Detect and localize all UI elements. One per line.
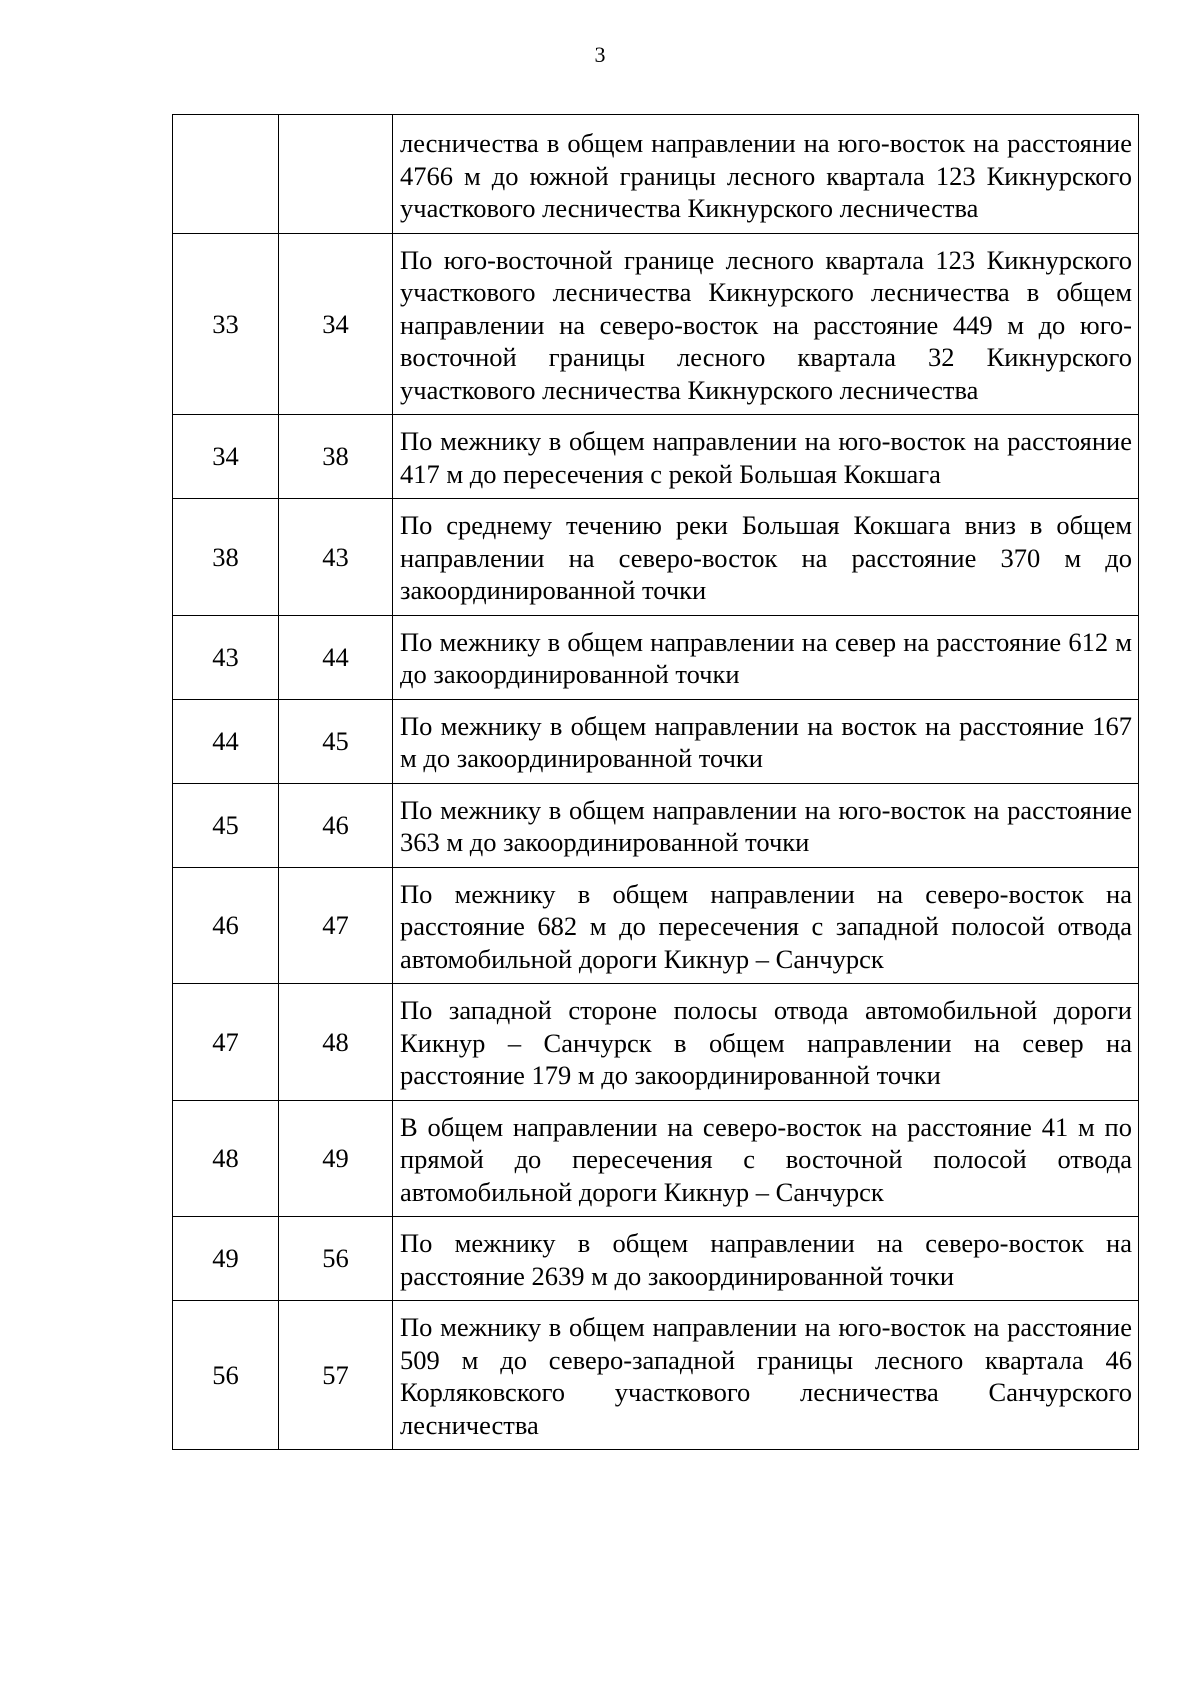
- table-row: [173, 1217, 1139, 1301]
- table-row: [173, 984, 1139, 1101]
- to-point-cell: 48: [279, 984, 393, 1101]
- to-point-cell: 44: [279, 615, 393, 699]
- from-point-cell: 43: [173, 615, 279, 699]
- boundary-description-cell: По среднему течению реки Большая Кокшага вниз в общем направлении на северо-восток на расстояние 370 м до закоординированной точки: [393, 499, 1139, 616]
- table-row: [173, 499, 1139, 616]
- to-point-cell: 45: [279, 699, 393, 783]
- boundary-description-cell: По межнику в общем направлении на юго-восток на расстояние 509 м до северо-западной границы лесного квартала 46 Корляковского участкового лесничества Санчурского лесничества: [393, 1301, 1139, 1450]
- table-row: [173, 1100, 1139, 1217]
- table-row: [173, 615, 1139, 699]
- to-point-cell: [279, 115, 393, 234]
- table-row: [173, 115, 1139, 234]
- to-point-cell: 56: [279, 1217, 393, 1301]
- from-point-cell: 47: [173, 984, 279, 1101]
- from-point-cell: 44: [173, 699, 279, 783]
- boundary-description-cell: По межнику в общем направлении на юго-восток на расстояние 363 м до закоординированной точки: [393, 783, 1139, 867]
- page-number: 3: [594, 42, 606, 67]
- table-row: [173, 699, 1139, 783]
- from-point-cell: 38: [173, 499, 279, 616]
- to-point-cell: 49: [279, 1100, 393, 1217]
- to-point-cell: 57: [279, 1301, 393, 1450]
- to-point-cell: 34: [279, 233, 393, 415]
- boundary-description-cell: лесничества в общем направлении на юго-восток на расстояние 4766 м до южной границы лесного квартала 123 Кикнурского участкового лесничества Кикнурского лесничества: [393, 115, 1139, 234]
- from-point-cell: 56: [173, 1301, 279, 1450]
- from-point-cell: 48: [173, 1100, 279, 1217]
- boundary-description-cell: По межнику в общем направлении на восток на расстояние 167 м до закоординированной точки: [393, 699, 1139, 783]
- from-point-cell: 34: [173, 415, 279, 499]
- table-row: [173, 867, 1139, 984]
- to-point-cell: 38: [279, 415, 393, 499]
- table-row: [173, 783, 1139, 867]
- table-row: [173, 415, 1139, 499]
- to-point-cell: 47: [279, 867, 393, 984]
- boundary-description-cell: По межнику в общем направлении на юго-восток на расстояние 417 м до пересечения с рекой Большая Кокшага: [393, 415, 1139, 499]
- from-point-cell: [173, 115, 279, 234]
- from-point-cell: 46: [173, 867, 279, 984]
- table-row: [173, 233, 1139, 415]
- from-point-cell: 49: [173, 1217, 279, 1301]
- to-point-cell: 46: [279, 783, 393, 867]
- boundary-description-table: [172, 114, 1139, 1450]
- from-point-cell: 45: [173, 783, 279, 867]
- boundary-description-cell: По западной стороне полосы отвода автомобильной дороги Кикнур – Санчурск в общем направлении на север на расстояние 179 м до закоординированной точки: [393, 984, 1139, 1101]
- table-row: [173, 1301, 1139, 1450]
- boundary-description-cell: По межнику в общем направлении на северо-восток на расстояние 682 м до пересечения с западной полосой отвода автомобильной дороги Кикнур – Санчурск: [393, 867, 1139, 984]
- from-point-cell: 33: [173, 233, 279, 415]
- boundary-description-cell: В общем направлении на северо-восток на расстояние 41 м по прямой до пересечения с восточной полосой отвода автомобильной дороги Кикнур – Санчурск: [393, 1100, 1139, 1217]
- boundary-description-cell: По межнику в общем направлении на северо-восток на расстояние 2639 м до закоординированной точки: [393, 1217, 1139, 1301]
- boundary-description-cell: По юго-восточной границе лесного квартала 123 Кикнурского участкового лесничества Кикнурского лесничества в общем направлении на северо-восток на расстояние 449 м до юго-восточной границы лесного квартала 32 Кикнурского участкового лесничества Кикнурского лесничества: [393, 233, 1139, 415]
- to-point-cell: 43: [279, 499, 393, 616]
- boundary-description-cell: По межнику в общем направлении на север на расстояние 612 м до закоординированной точки: [393, 615, 1139, 699]
